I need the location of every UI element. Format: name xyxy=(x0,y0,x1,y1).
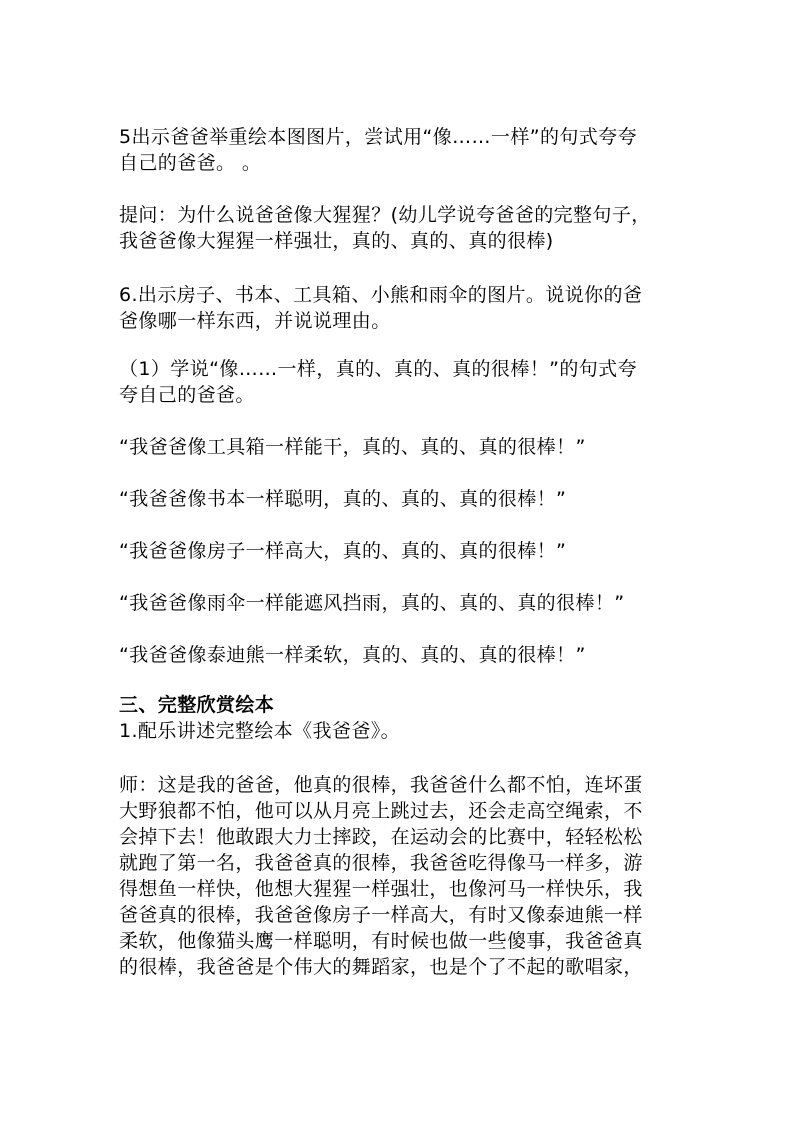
sub1-line-2: 夸自己的爸爸。 xyxy=(119,384,255,406)
teacher-line-1: 师：这是我的爸爸，他真的很棒，我爸爸什么都不怕，连坏蛋 xyxy=(119,774,643,796)
example-book: “我爸爸像书本一样聪明，真的、真的、真的很棒！” xyxy=(119,488,567,510)
teacher-line-3: 会掉下去！他敢跟大力士摔跤，在运动会的比赛中，轻轻松松 xyxy=(119,826,643,848)
section3-heading: 三、完整欣赏绘本 xyxy=(119,694,275,716)
sub1-line-1: （1）学说“像……一样，真的、真的、真的很棒！”的句式夸 xyxy=(119,358,637,380)
question-line-2: 我爸爸像大猩猩一样强壮，真的、真的、真的很棒) xyxy=(119,230,554,252)
teacher-line-2: 大野狼都不怕，他可以从月亮上跳过去，还会走高空绳索，不 xyxy=(119,800,643,822)
step6-line-1: 6.出示房子、书本、工具箱、小熊和雨伞的图片。说说你的爸 xyxy=(119,284,643,306)
example-house: “我爸爸像房子一样高大，真的、真的、真的很棒！” xyxy=(119,540,567,562)
teacher-line-7: 柔软，他像猫头鹰一样聪明，有时候也做一些傻事，我爸爸真 xyxy=(119,930,643,952)
example-toolbox: “我爸爸像工具箱一样能干，真的、真的、真的很棒！” xyxy=(119,436,586,458)
example-umbrella: “我爸爸像雨伞一样能遮风挡雨，真的、真的、真的很棒！” xyxy=(119,592,625,614)
step5-line-2: 自己的爸爸。 。 xyxy=(119,152,262,174)
example-teddy-bear: “我爸爸像泰迪熊一样柔软，真的、真的、真的很棒！” xyxy=(119,644,586,666)
teacher-line-6: 爸爸真的很棒，我爸爸像房子一样高大，有时又像泰迪熊一样 xyxy=(119,904,643,926)
teacher-line-5: 得想鱼一样快，他想大猩猩一样强壮，也像河马一样快乐，我 xyxy=(119,878,643,900)
section3-item-1: 1.配乐讲述完整绘本《我爸爸》。 xyxy=(119,720,401,742)
teacher-line-4: 就跑了第一名，我爸爸真的很棒，我爸爸吃得像马一样多，游 xyxy=(119,852,643,874)
teacher-line-8: 的很棒，我爸爸是个伟大的舞蹈家，也是个了不起的歌唱家， xyxy=(119,956,643,978)
question-line-1: 提问：为什么说爸爸像大猩猩？(幼儿学说夸爸爸的完整句子， xyxy=(119,204,651,226)
step5-line-1: 5出示爸爸举重绘本图图片，尝试用“像……一样”的句式夸夸 xyxy=(119,126,637,148)
step6-line-2: 爸像哪一样东西，并说说理由。 xyxy=(119,310,391,332)
